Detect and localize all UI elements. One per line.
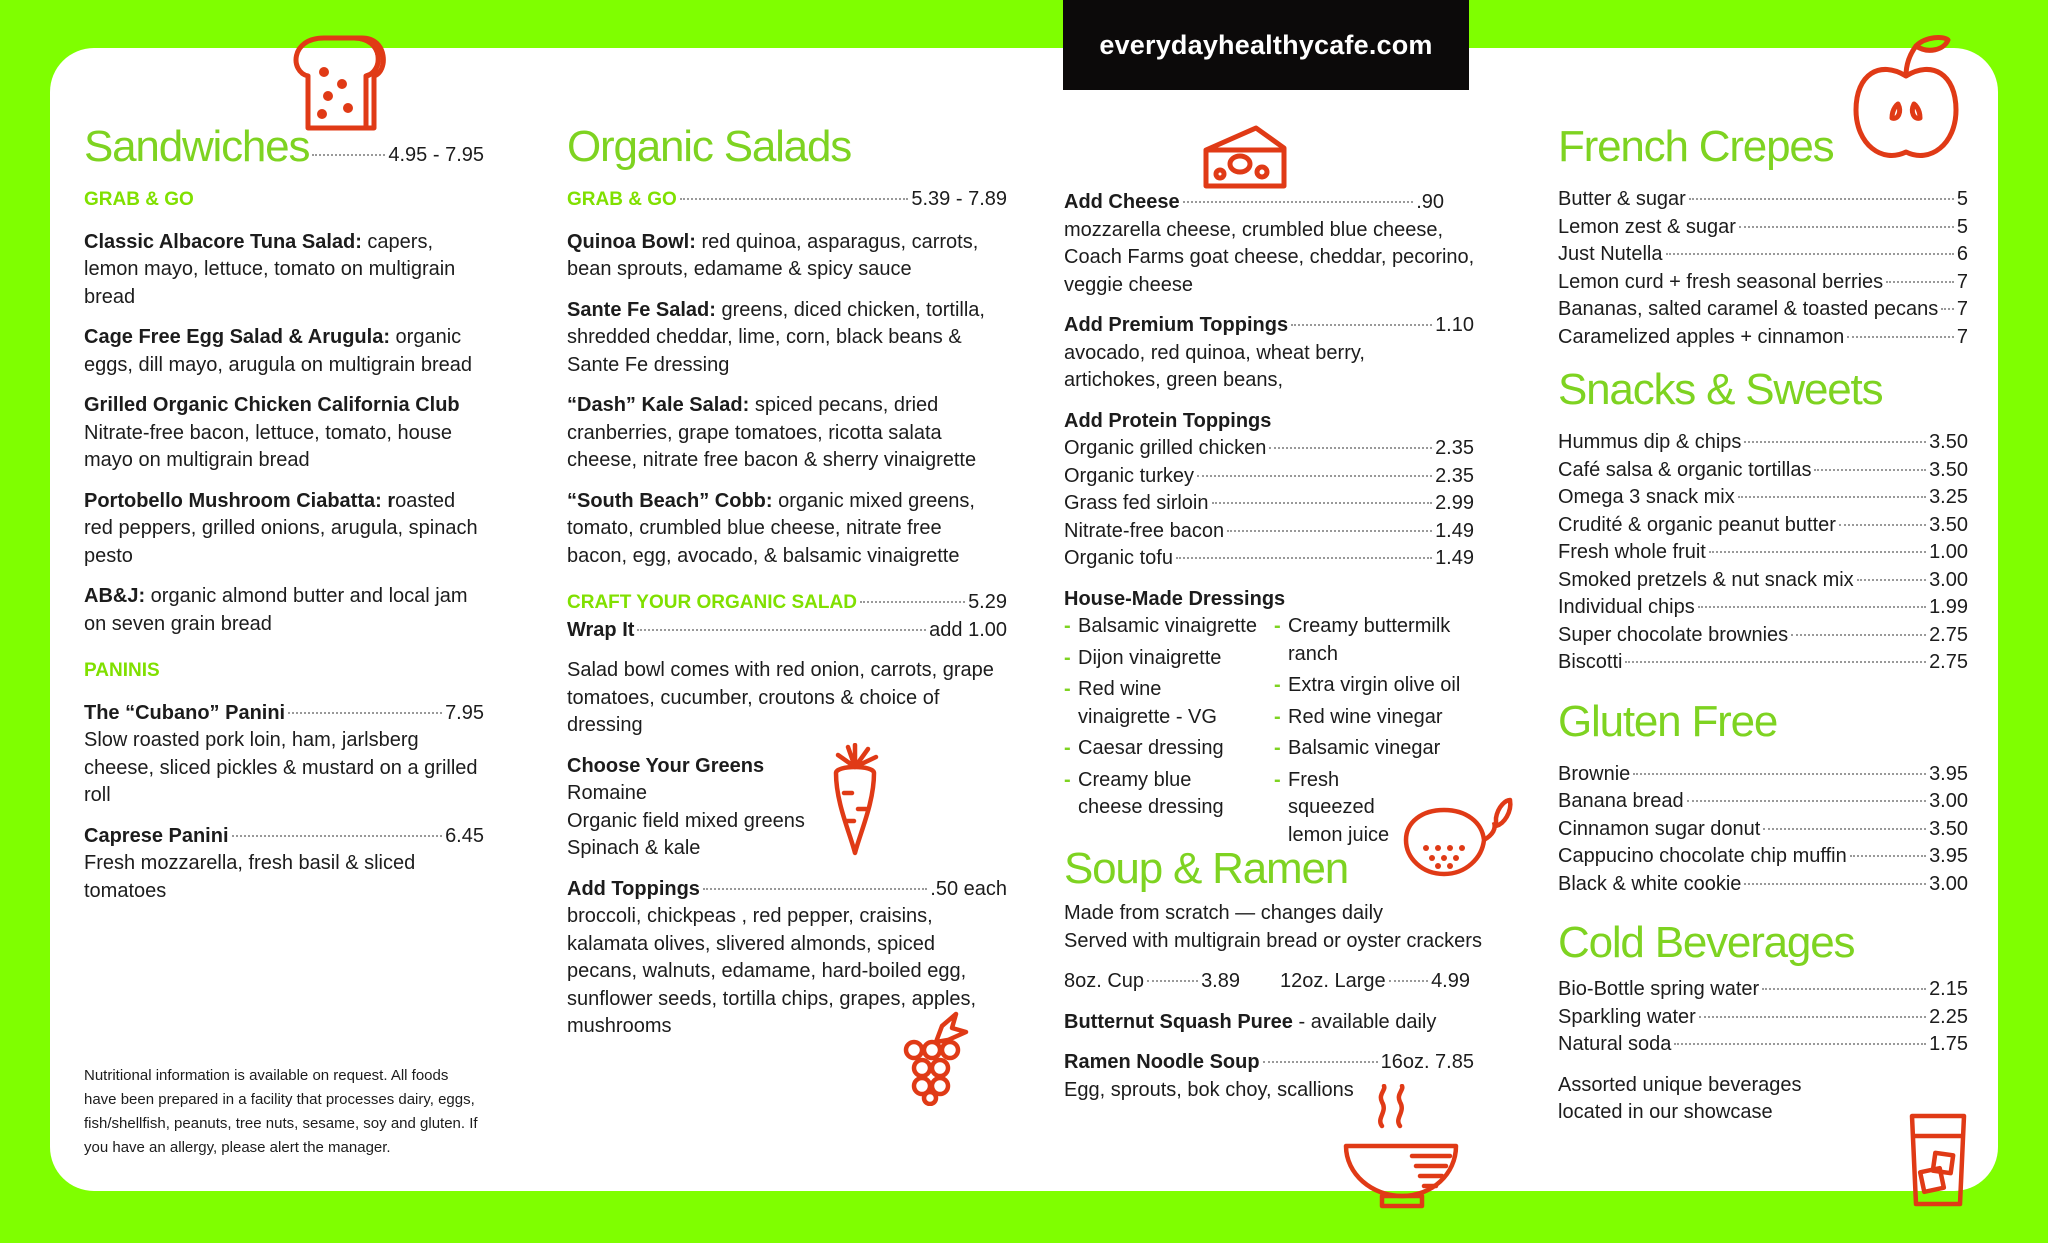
protein-toppings: Add Protein Toppings Organic grilled chicken 2.35 Organic turkey 2.35 Grass fed sirloin 2.99 Nitrate-free bacon 1.49 Organic tofu 1.49 xyxy=(1064,409,1474,569)
snacks-list: Hummus dip & chips 3.50 Café salsa & organic tortillas 3.50 Omega 3 snack mix 3.25 Crudité & organic peanut butter 3.50 Fresh whole fruit 1.00 Smoked pretzels & nut snack mix 3.00 Individual chips 1.99 Super chocolate brownies 2.75 Biscotti 2.75 xyxy=(1558,431,1968,673)
beverages-note: Assorted unique beverages located in our showcase xyxy=(1558,1073,1802,1123)
menu-item: Quinoa Bowl: red quinoa, asparagus, carrots, bean sprouts, edamame & spicy sauce xyxy=(567,230,979,280)
soup-sizes: 8oz. Cup 3.89 12oz. Large 4.99 xyxy=(1064,970,1470,992)
snacks-title: Snacks & Sweets xyxy=(1558,365,1883,414)
ramen-item: Ramen Noodle Soup 16oz. 7.85 Egg, sprouts, bok choy, scallions xyxy=(1064,1051,1474,1101)
menu-item: Caprese Panini 6.45 Fresh mozzarella, fresh basil & sliced tomatoes xyxy=(84,824,484,902)
extras-section xyxy=(1064,189,1484,853)
soup-line: Made from scratch — changes daily xyxy=(1064,902,1384,924)
grab-go-row: GRAB & GO 5.39 - 7.89 xyxy=(567,188,1007,210)
dressings: House-Made Dressings - Balsamic vinaigrette - Dijon vinaigrette - Red wine vinaigrette - VG - Caesar dressing - Creamy blue cheese dressing - Creamy buttermilk ranch - Extra virgin olive oil - Red wine vinegar - Balsamic vinegar - Fresh squeezed lemon juice xyxy=(1064,586,1484,854)
bread-icon xyxy=(284,32,390,134)
sandwiches-section xyxy=(84,122,484,918)
grab-go-label: GRAB & GO xyxy=(84,189,194,210)
crepes-title: French Crepes xyxy=(1558,122,1834,171)
craft-description: Salad bowl comes with red onion, carrots, grape tomatoes, cucumber, croutons & choice of dressing xyxy=(567,659,994,736)
menu-item: The “Cubano” Panini 7.95 Slow roasted pork loin, ham, jarlsberg cheese, sliced pickles & mustard on a grilled roll xyxy=(84,701,484,806)
add-cheese: Add Cheese .90 mozzarella cheese, crumbled blue cheese, Coach Farms goat cheese, cheddar, pecorino, veggie cheese xyxy=(1064,191,1475,296)
menu-item: Cage Free Egg Salad & Arugula: organic eggs, dill mayo, arugula on multigrain bread xyxy=(84,326,472,376)
butternut-item: Butternut Squash Puree - available daily xyxy=(1064,1010,1437,1033)
section-title: Soup & Ramen xyxy=(1064,844,1348,893)
menu-item: Classic Albacore Tuna Salad: capers, lemon mayo, lettuce, tomato on multigrain bread xyxy=(84,230,456,308)
wrap-row: Wrap It add 1.00 xyxy=(567,618,1007,641)
toppings-block: Add Toppings .50 each broccoli, chickpeas , red pepper, craisins, kalamata olives, slivered almonds, spiced pecans, walnuts, edamame, hard-boiled egg, sunflower seeds, tortilla chips, grapes, apples, mushrooms xyxy=(567,877,1007,1037)
price: 4.95 - 7.95 xyxy=(388,144,484,166)
menu-item: AB&J: organic almond butter and local jam on seven grain bread xyxy=(84,585,468,635)
website-url[interactable]: everydayhealthycafe.com xyxy=(1063,0,1469,90)
add-premium-toppings: Add Premium Toppings 1.10 avocado, red quinoa, wheat berry, artichokes, green beans, xyxy=(1064,314,1474,391)
gluten-list: Brownie 3.95 Banana bread 3.00 Cinnamon sugar donut 3.50 Cappucino chocolate chip muffin 3.95 Black & white cookie 3.00 xyxy=(1558,762,1968,895)
right-column xyxy=(1558,122,1968,1127)
salads-section xyxy=(567,122,1007,1041)
beverages-title: Cold Beverages xyxy=(1558,918,1855,967)
section-title: Sandwiches xyxy=(84,122,310,171)
craft-row: CRAFT YOUR ORGANIC SALAD 5.29 xyxy=(567,591,1007,613)
crepes-list: Butter & sugar 5 Lemon zest & sugar 5 Just Nutella 6 Lemon curd + fresh seasonal berries 7 Bananas, salted caramel & toasted pecans 7 Caramelized apples + cinnamon 7 xyxy=(1558,188,1968,348)
soup-section xyxy=(1064,844,1504,1104)
menu-item: “South Beach” Cobb: organic mixed greens, tomato, crumbled blue cheese, nitrate free bacon, egg, avocado, & balsamic vinaigrette xyxy=(567,489,975,567)
allergy-note: Nutritional information is available on request. All foods have been prepared in a facility that processes dairy, eggs, fish/shellfish, peanuts, tree nuts, sesame, soy and gluten. If you have an allergy, please alert the manager. xyxy=(84,1067,478,1156)
soup-line: Served with multigrain bread or oyster crackers xyxy=(1064,929,1482,952)
sandwiches-header xyxy=(84,122,484,172)
beverages-list: Bio-Bottle spring water 2.15 Sparkling water 2.25 Natural soda 1.75 xyxy=(1558,978,1968,1055)
greens-list: Choose Your Greens Romaine Organic field mixed greens Spinach & kale xyxy=(567,754,805,859)
menu-item: Portobello Mushroom Ciabatta: roasted red peppers, grilled onions, arugula, spinach pesto xyxy=(84,489,478,567)
menu-item: Grilled Organic Chicken California Club Nitrate-free bacon, lettuce, tomato, house mayo on multigrain bread xyxy=(84,394,460,471)
paninis-label: PANINIS xyxy=(84,660,160,681)
section-title: Organic Salads xyxy=(567,122,852,171)
menu-item: “Dash” Kale Salad: spiced pecans, dried cranberries, grape tomatoes, ricotta salata cheese, nitrate free bacon & sherry vinaigrette xyxy=(567,394,977,471)
menu-item: Sante Fe Salad: greens, diced chicken, tortilla, shredded cheddar, lime, corn, black beans & Sante Fe dressing xyxy=(567,298,985,376)
gluten-title: Gluten Free xyxy=(1558,696,1778,746)
cheese-icon xyxy=(1202,124,1288,190)
